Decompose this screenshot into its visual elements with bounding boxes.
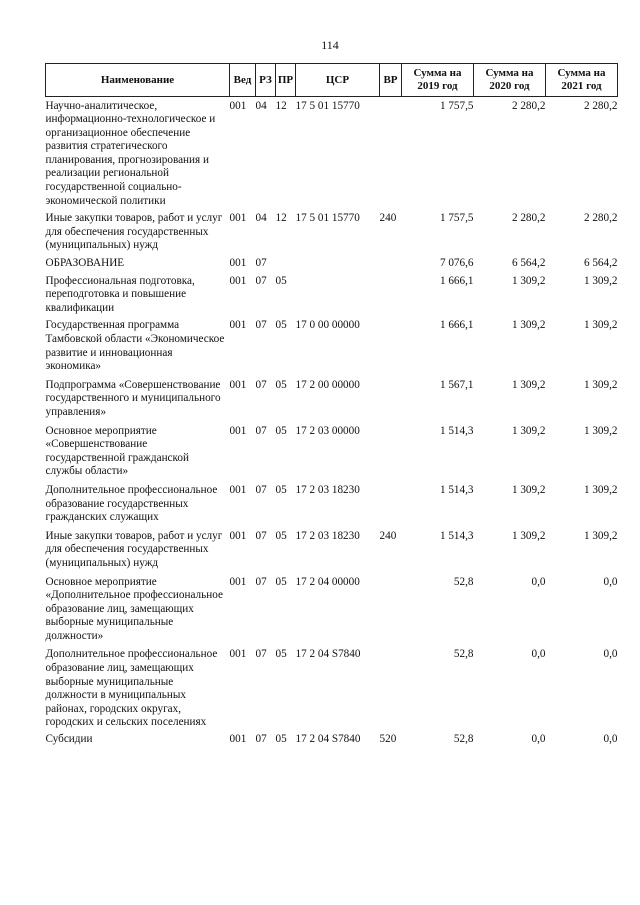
row-rz: 07 xyxy=(255,378,267,391)
row-rz: 04 xyxy=(255,99,267,112)
row-sum-2020: 0,0 xyxy=(531,733,546,746)
row-sum-2021: 1 309,2 xyxy=(583,483,618,496)
row-vr: 240 xyxy=(379,529,397,542)
row-ved: 001 xyxy=(229,378,247,391)
row-sum-2021: 0,0 xyxy=(603,733,618,746)
row-sum-2020: 1 309,2 xyxy=(511,378,546,391)
row-rz: 07 xyxy=(255,274,267,287)
header-ved: Вед xyxy=(230,64,256,97)
table-row xyxy=(46,212,618,257)
row-pr: 05 xyxy=(275,575,287,588)
row-pr: 05 xyxy=(275,733,287,746)
row-rz: 04 xyxy=(255,212,267,225)
row-sum-2019: 52,8 xyxy=(453,575,474,588)
table-row xyxy=(46,379,618,425)
row-sum-2020: 0,0 xyxy=(531,648,546,661)
row-sum-2020: 0,0 xyxy=(531,575,546,588)
row-pr: 12 xyxy=(275,99,287,112)
row-ved: 001 xyxy=(229,212,247,225)
row-csr: 17 2 03 18230 xyxy=(295,483,360,496)
row-ved: 001 xyxy=(229,733,247,746)
row-csr: 17 5 01 15770 xyxy=(295,99,360,112)
row-vr xyxy=(380,100,402,213)
row-sum-2020: 1 309,2 xyxy=(511,529,546,542)
row-sum-2021: 1 309,2 xyxy=(583,274,618,287)
row-csr: 17 0 00 00000 xyxy=(295,319,360,332)
table-row xyxy=(46,425,618,484)
table-row xyxy=(46,733,618,747)
header-sum-2019: Сумма на 2019 год xyxy=(402,64,474,97)
row-sum-2020: 2 280,2 xyxy=(511,212,546,225)
row-name: Государственная программа Тамбовской области «Экономическое развитие и инновационная экономика» xyxy=(45,319,225,373)
row-vr xyxy=(380,425,402,484)
row-sum-2019: 1 514,3 xyxy=(439,483,474,496)
row-vr: 520 xyxy=(379,733,397,746)
row-name: Научно-аналитическое, информационно-технологическое и организационное обеспечение развития стратегического планирования, прогнозирования и реализации региональной государственной социально-экономической политики xyxy=(45,99,216,207)
row-sum-2019: 1 514,3 xyxy=(439,424,474,437)
row-sum-2021: 1 309,2 xyxy=(583,378,618,391)
row-sum-2019: 52,8 xyxy=(453,733,474,746)
row-sum-2021: 1 309,2 xyxy=(583,319,618,332)
row-pr: 05 xyxy=(275,378,287,391)
row-sum-2019: 7 076,6 xyxy=(439,257,474,270)
row-rz: 07 xyxy=(255,319,267,332)
row-sum-2020: 1 309,2 xyxy=(511,274,546,287)
row-rz: 07 xyxy=(255,529,267,542)
row-pr: 05 xyxy=(275,529,287,542)
header-csr: ЦСР xyxy=(296,64,380,97)
row-sum-2021: 0,0 xyxy=(603,575,618,588)
row-sum-2020: 1 309,2 xyxy=(511,424,546,437)
row-pr: 05 xyxy=(275,483,287,496)
row-sum-2021: 6 564,2 xyxy=(583,257,618,270)
header-rz: РЗ xyxy=(256,64,276,97)
row-csr: 17 2 00 00000 xyxy=(295,378,360,391)
budget-table xyxy=(45,63,618,747)
header-vr: ВР xyxy=(380,64,402,97)
row-sum-2019: 1 514,3 xyxy=(439,529,474,542)
row-csr: 17 2 04 S7840 xyxy=(295,648,361,661)
row-vr: 240 xyxy=(379,212,397,225)
table-row xyxy=(46,530,618,576)
row-sum-2021: 0,0 xyxy=(603,648,618,661)
row-pr: 05 xyxy=(275,648,287,661)
row-csr: 17 2 04 S7840 xyxy=(295,733,361,746)
row-pr: 12 xyxy=(275,212,287,225)
row-name: Подпрограмма «Совершенствование государственного и муниципального управления» xyxy=(45,378,221,418)
row-pr: 05 xyxy=(275,319,287,332)
table-row xyxy=(46,100,618,213)
row-sum-2020: 6 564,2 xyxy=(511,257,546,270)
row-pr: 05 xyxy=(275,274,287,287)
row-name: ОБРАЗОВАНИЕ xyxy=(45,257,125,270)
table-row xyxy=(46,275,618,320)
row-sum-2020: 1 309,2 xyxy=(511,319,546,332)
table-row xyxy=(46,576,618,649)
table-row xyxy=(46,484,618,530)
table-header xyxy=(46,64,618,97)
row-name: Дополнительное профессиональное образование государственных гражданских служащих xyxy=(45,483,218,524)
row-ved: 001 xyxy=(229,648,247,661)
row-rz: 07 xyxy=(255,483,267,496)
row-name: Основное мероприятие «Дополнительное профессиональное образование лиц, замещающих выборные муниципальные должности» xyxy=(45,575,223,642)
table-row xyxy=(46,257,618,275)
row-rz: 07 xyxy=(255,575,267,588)
page-number: 114 xyxy=(321,38,339,52)
row-sum-2019: 1 666,1 xyxy=(439,274,474,287)
row-pr xyxy=(276,257,296,275)
row-ved: 001 xyxy=(229,529,247,542)
header-pr: ПР xyxy=(276,64,296,97)
row-sum-2019: 1 757,5 xyxy=(439,99,474,112)
row-ved: 001 xyxy=(229,274,247,287)
row-csr xyxy=(296,275,380,320)
row-rz: 07 xyxy=(255,257,267,270)
row-vr xyxy=(380,379,402,425)
row-rz: 07 xyxy=(255,733,267,746)
row-vr xyxy=(380,576,402,649)
row-vr xyxy=(380,257,402,275)
table-body xyxy=(46,97,618,747)
row-ved: 001 xyxy=(229,319,247,332)
header-sum-2021: Сумма на 2021 год xyxy=(546,64,618,97)
table-row xyxy=(46,648,618,733)
row-ved: 001 xyxy=(229,483,247,496)
row-rz: 07 xyxy=(255,648,267,661)
table-row xyxy=(46,319,618,378)
header-name: Наименование xyxy=(46,64,230,97)
row-sum-2019: 1 666,1 xyxy=(439,319,474,332)
row-name: Основное мероприятие «Совершенствование государственной гражданской службы области» xyxy=(45,424,189,478)
row-pr: 05 xyxy=(275,424,287,437)
row-rz: 07 xyxy=(255,424,267,437)
row-sum-2019: 52,8 xyxy=(453,648,474,661)
row-name: Дополнительное профессиональное образование лиц, замещающих выборные муниципальные должности в муниципальных районах, городских округах, городских и сельских поселениях xyxy=(45,648,218,729)
row-name: Субсидии xyxy=(45,733,93,746)
row-sum-2019: 1 757,5 xyxy=(439,212,474,225)
row-vr xyxy=(380,275,402,320)
row-sum-2020: 2 280,2 xyxy=(511,99,546,112)
row-ved: 001 xyxy=(229,257,247,270)
row-csr: 17 2 03 00000 xyxy=(295,424,360,437)
row-name: Иные закупки товаров, работ и услуг для обеспечения государственных (муниципальных) нужд xyxy=(45,529,223,569)
row-vr xyxy=(380,648,402,733)
row-csr xyxy=(296,257,380,275)
row-sum-2021: 1 309,2 xyxy=(583,529,618,542)
row-sum-2021: 2 280,2 xyxy=(583,212,618,225)
row-sum-2021: 2 280,2 xyxy=(583,99,618,112)
row-csr: 17 2 04 00000 xyxy=(295,575,360,588)
row-vr xyxy=(380,319,402,378)
row-ved: 001 xyxy=(229,575,247,588)
row-csr: 17 2 03 18230 xyxy=(295,529,360,542)
row-sum-2021: 1 309,2 xyxy=(583,424,618,437)
row-sum-2020: 1 309,2 xyxy=(511,483,546,496)
row-csr: 17 5 01 15770 xyxy=(295,212,360,225)
row-vr xyxy=(380,484,402,530)
row-name: Профессиональная подготовка, переподготовка и повышение квалификации xyxy=(45,274,195,314)
row-sum-2019: 1 567,1 xyxy=(439,378,474,391)
row-name: Иные закупки товаров, работ и услуг для обеспечения государственных (муниципальных) нужд xyxy=(45,212,223,252)
row-ved: 001 xyxy=(229,424,247,437)
header-sum-2020: Сумма на 2020 год xyxy=(474,64,546,97)
row-ved: 001 xyxy=(229,99,247,112)
